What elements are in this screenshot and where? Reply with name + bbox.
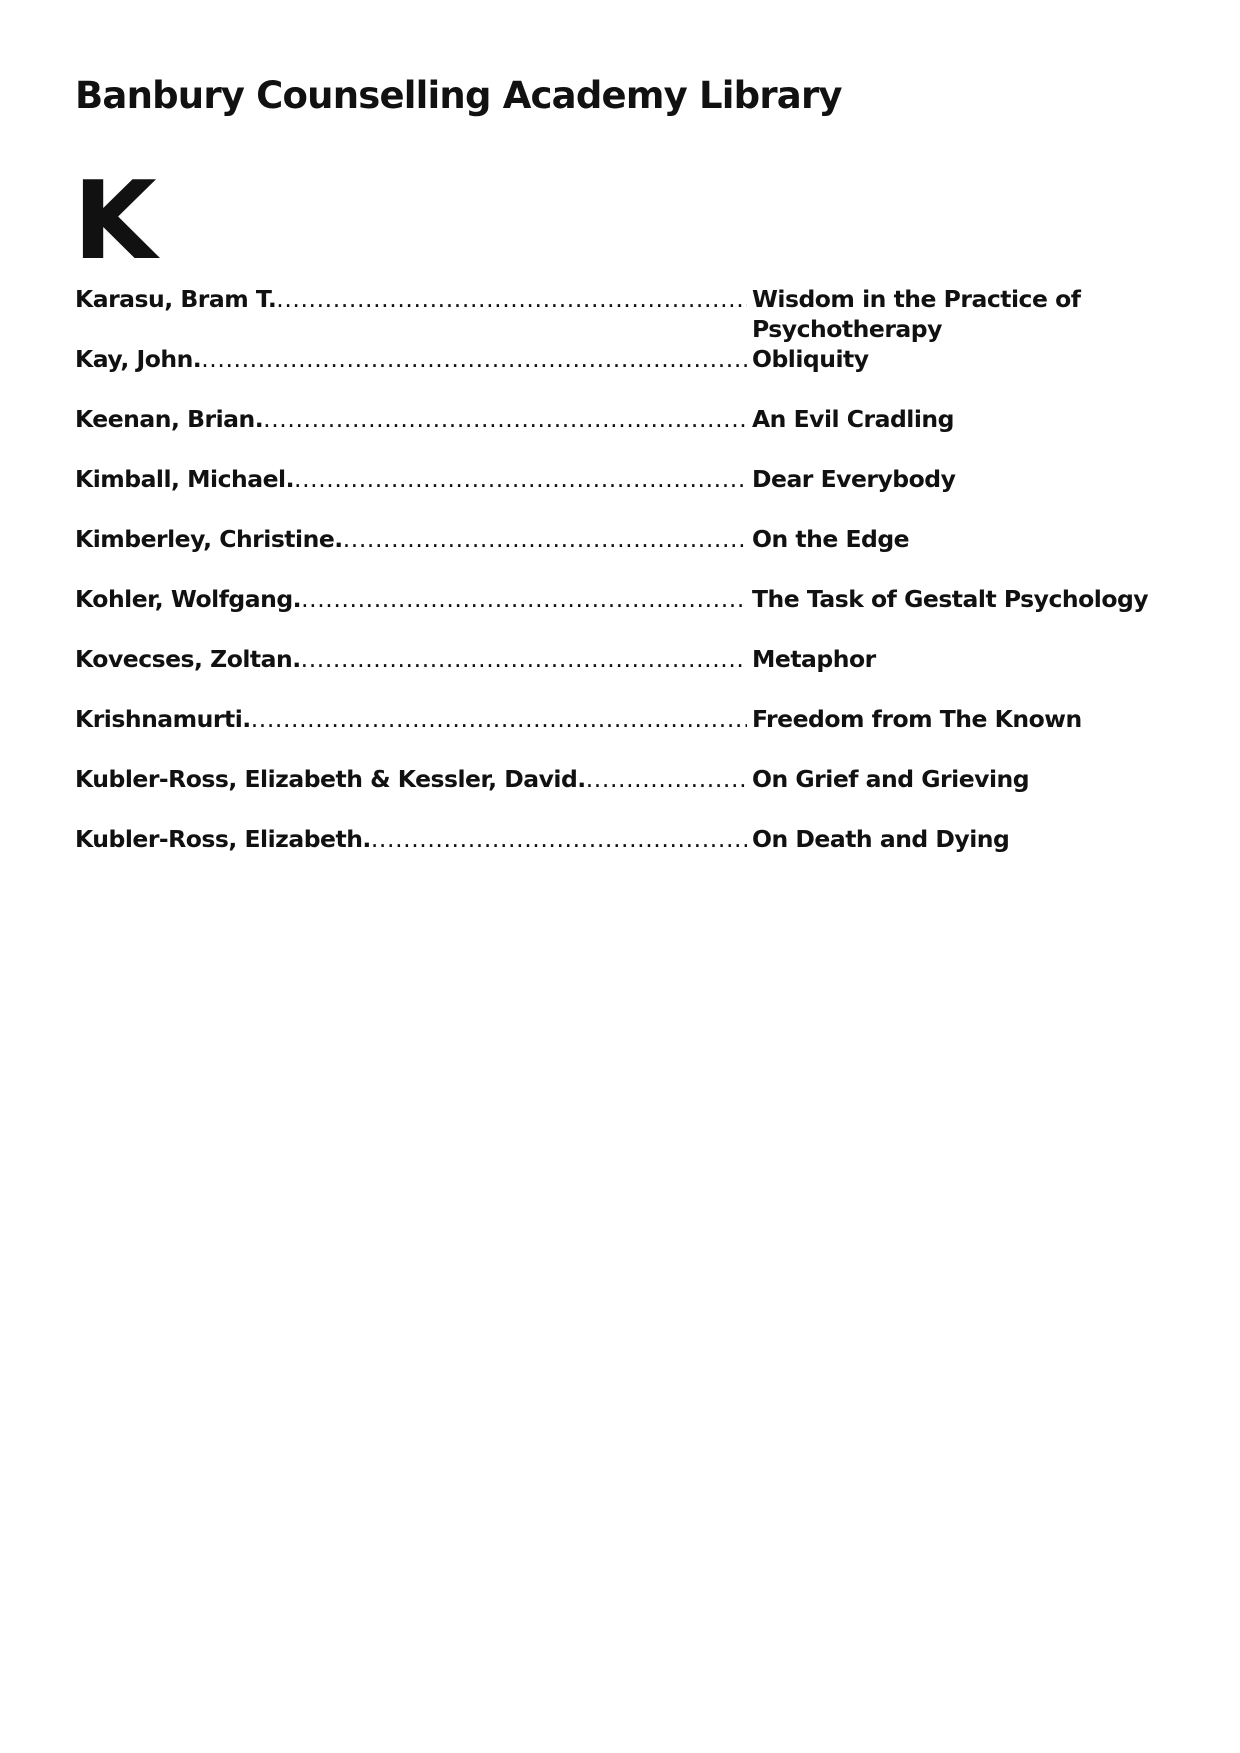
author-leader xyxy=(75,404,747,434)
entry-author: Kimball, Michael. xyxy=(75,465,295,493)
author-leader xyxy=(75,344,747,374)
author-leader xyxy=(75,644,747,674)
entry-title: Dear Everybody xyxy=(752,465,956,493)
library-entry xyxy=(75,464,1185,524)
entry-title: An Evil Cradling xyxy=(752,405,954,433)
library-entry xyxy=(75,584,1185,644)
author-leader xyxy=(75,464,747,494)
library-entry xyxy=(75,704,1185,764)
library-entry xyxy=(75,824,1185,884)
entry-title: On Grief and Grieving xyxy=(752,765,1030,793)
entry-author: Kimberley, Christine. xyxy=(75,525,343,553)
library-entry-list xyxy=(75,284,1185,884)
entry-title: Metaphor xyxy=(752,645,876,673)
library-entry xyxy=(75,644,1185,704)
author-leader xyxy=(75,524,747,554)
entry-title: On the Edge xyxy=(752,525,910,553)
author-leader xyxy=(75,704,747,734)
entry-title: The Task of Gestalt Psychology xyxy=(752,585,1149,613)
library-title: Banbury Counselling Academy Library xyxy=(75,74,842,117)
library-entry xyxy=(75,404,1185,464)
entry-author: Kay, John. xyxy=(75,345,202,373)
author-leader xyxy=(75,284,747,314)
entry-author: Kubler-Ross, Elizabeth. xyxy=(75,825,371,853)
entry-author: Krishnamurti. xyxy=(75,705,251,733)
author-leader xyxy=(75,824,747,854)
library-entry xyxy=(75,344,1185,404)
entry-title: Freedom from The Known xyxy=(752,705,1082,733)
entry-author: Kohler, Wolfgang. xyxy=(75,585,302,613)
entry-author: Karasu, Bram T. xyxy=(75,285,277,313)
entry-author: Keenan, Brian. xyxy=(75,405,264,433)
entry-author: Kubler-Ross, Elizabeth & Kessler, David. xyxy=(75,765,586,793)
entry-title: Obliquity xyxy=(752,345,869,373)
entry-title: On Death and Dying xyxy=(752,825,1010,853)
entry-author: Kovecses, Zoltan. xyxy=(75,645,301,673)
library-entry xyxy=(75,524,1185,584)
library-entry xyxy=(75,764,1185,824)
section-letter: K xyxy=(73,159,157,284)
entry-title: Wisdom in the Practice of Psychotherapy xyxy=(752,285,1081,343)
author-leader xyxy=(75,764,747,794)
library-entry xyxy=(75,284,1185,344)
author-leader xyxy=(75,584,747,614)
